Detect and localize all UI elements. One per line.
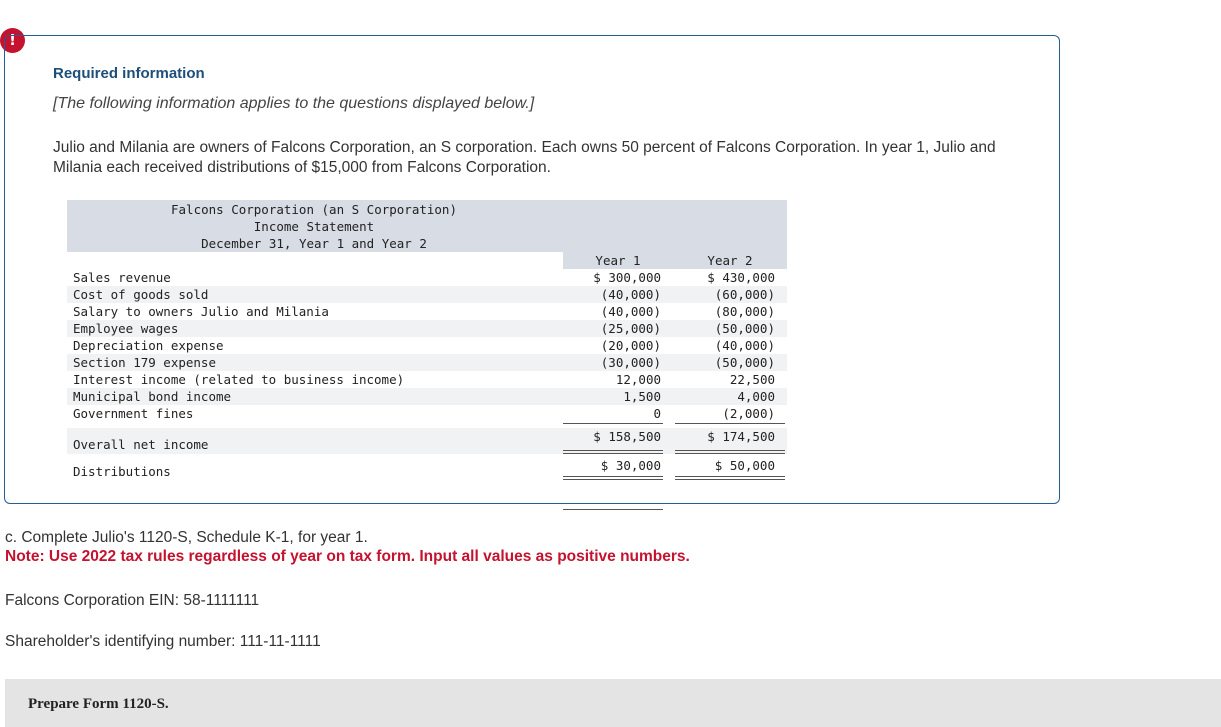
year-2-value: (50,000)	[714, 321, 775, 336]
prepare-form-label: Prepare Form 1120-S.	[28, 696, 169, 712]
subtotal-underline	[675, 423, 785, 424]
distributions-label: Distributions	[73, 464, 171, 479]
column-headers	[563, 252, 787, 269]
year-2-value: (2,000)	[722, 406, 775, 421]
distributions-year-2: $ 50,000	[714, 458, 775, 473]
statement-header	[67, 200, 787, 252]
double-underline	[563, 450, 663, 451]
subtotal-underline	[563, 423, 663, 424]
year-2-value: (40,000)	[714, 338, 775, 353]
table-row	[67, 388, 787, 405]
prepare-form-section[interactable]	[5, 679, 1221, 727]
table-row	[67, 303, 787, 320]
table-row	[67, 405, 787, 422]
double-underline	[675, 476, 785, 477]
year-2-value: $ 430,000	[707, 270, 775, 285]
table-row	[67, 269, 787, 286]
column-header-year-1: Year 1	[595, 253, 641, 268]
row-label: Sales revenue	[73, 270, 171, 285]
year-2-value: (60,000)	[714, 287, 775, 302]
row-label: Municipal bond income	[73, 389, 232, 404]
year-1-value: (20,000)	[600, 338, 661, 353]
double-underline	[563, 476, 663, 477]
net-income-year-2: $ 174,500	[707, 429, 775, 444]
year-1-value: (40,000)	[600, 304, 661, 319]
table-row	[67, 320, 787, 337]
required-info-title: Required information	[53, 65, 205, 82]
double-underline	[675, 450, 785, 451]
double-underline	[563, 509, 663, 510]
row-label: Interest income (related to business income)	[73, 372, 405, 387]
net-income-label: Overall net income	[73, 437, 209, 452]
year-1-value: 0	[653, 406, 661, 421]
double-underline	[563, 453, 663, 454]
shareholder-id-text: Shareholder's identifying number: 111-11-1111	[5, 633, 321, 650]
distributions-row	[67, 455, 787, 481]
year-1-value: (30,000)	[600, 355, 661, 370]
table-row	[67, 286, 787, 303]
year-2-value: 22,500	[729, 372, 775, 387]
net-income-year-1: $ 158,500	[593, 429, 661, 444]
year-2-value: (80,000)	[714, 304, 775, 319]
ein-text: Falcons Corporation EIN: 58-1111111	[5, 592, 260, 609]
table-row	[67, 337, 787, 354]
row-label: Employee wages	[73, 321, 179, 336]
table-row	[67, 354, 787, 371]
statement-name: Income Statement	[253, 219, 375, 234]
statement-company: Falcons Corporation (an S Corporation)	[171, 202, 457, 217]
statement-date: December 31, Year 1 and Year 2	[201, 236, 427, 251]
year-1-value: (40,000)	[600, 287, 661, 302]
question-text: c. Complete Julio's 1120-S, Schedule K-1, for year 1.	[5, 529, 368, 546]
distributions-year-1: $ 30,000	[600, 458, 661, 473]
year-2-value: (50,000)	[714, 355, 775, 370]
double-underline	[675, 453, 785, 454]
problem-intro: Julio and Milania are owners of Falcons Corporation, an S corporation. Each owns 50 percent of Falcons Corporation. In year 1, Julio and Milania each received distributions of $15,000 from Falcons Corporation.	[53, 139, 996, 176]
row-label: Cost of goods sold	[73, 287, 209, 302]
question-note: Note: Use 2022 tax rules regardless of year on tax form. Input all values as positive numbers.	[5, 548, 690, 565]
row-label: Section 179 expense	[73, 355, 216, 370]
double-underline	[675, 479, 785, 480]
alert-icon: !	[0, 28, 25, 53]
year-2-value: 4,000	[737, 389, 775, 404]
year-1-value: 12,000	[615, 372, 661, 387]
year-1-value: 1,500	[623, 389, 661, 404]
row-label: Government fines	[73, 406, 194, 421]
double-underline	[563, 479, 663, 480]
year-1-value: $ 300,000	[593, 270, 661, 285]
column-header-year-2: Year 2	[707, 253, 753, 268]
row-label: Depreciation expense	[73, 338, 224, 353]
year-1-value: (25,000)	[600, 321, 661, 336]
required-info-subtitle: [The following information applies to the questions displayed below.]	[53, 95, 535, 112]
required-information-box	[4, 35, 1060, 504]
table-row	[67, 371, 787, 388]
row-label: Salary to owners Julio and Milania	[73, 304, 329, 319]
